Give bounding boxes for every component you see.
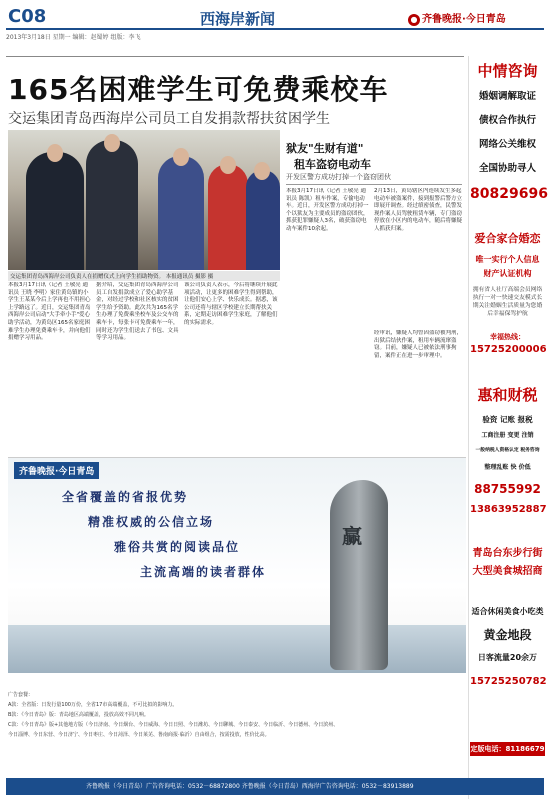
notes-line: 广告套餐： [8,692,34,698]
footer-bar: 齐鲁晚报（今日青岛）广告咨询电话：0532－68872800 齐鲁晚报（今日青岛）西海岸广告咨询电话：0532－83913889 [6,778,544,795]
notes-line: C款：《今日青岛》版+其他地方版（今日济南、今日烟台、今日威海、今日日照、今日潍坊、今日聊城、今日泰安、今日临沂、今日德州、今日滨州、 [8,722,339,728]
ad-title: 惠和财税 [477,386,538,404]
news-photo [8,130,280,270]
ad-line: 工商注册 变更 注销 [481,432,534,439]
notes-line: B款：《今日青岛》版：青岛地区高端覆盖，投放高效不同凡响。 [8,712,149,718]
ad-phone: 88755992 [474,482,541,496]
ad-phone: 80829696 [470,186,548,202]
ad-title: 中情咨询 [477,62,538,80]
brand-icon: ● [408,14,420,26]
rock-character: 赢 [342,524,362,548]
dateline: 2013年3月18日 星期一 编辑：赵蜀婷 组版：李飞 [6,34,141,41]
ad-slogan: 雅俗共赏的阅读品位 [114,540,241,554]
ad-slogan: 精准权威的公信立场 [88,515,215,529]
ad-phone: 15725200006 [470,344,547,355]
ad-phone: 13863952887 [470,504,547,515]
brand-text: 齐鲁晚报·今日青岛 [422,14,506,25]
divider [6,56,464,57]
main-story-col-1: 本报3月17日讯（记者 王敬亮 通讯员 王晓 李明）家住黄岛镇的小学生王某某今后上学再也不用担心上学路远了。近日，交运集团青岛西海岸公司启动"大手牵小手"爱心助学活动，为黄岛区165名家庭困难学生办理免费乘车卡，并向他们捐赠学习用品。 [8,282,91,342]
ad-phone: 15725250782 [470,676,547,687]
sea-image [8,625,466,673]
ad-title: 青岛台东步行街 [472,548,543,559]
side-story-subtitle: 开发区警方成功打掉一个盗窃团伙 [286,173,391,181]
side-story-col-1: 本报3月17日讯（记者 王敬亮 通讯员 陈凯）租车作案，专偷电动车。近日，开发区警方成功打掉一个以狱友为主要成员的盗窃团伙，抓获犯罪嫌疑人3名，破获盗窃电动车案件10余起。 [286,188,369,232]
side-story-title: 狱友"生财有道" [286,142,364,155]
ad-line: 债权合作执行 [478,115,536,126]
ad-notes [8,690,466,740]
ad-line: 财产认证机构 [483,269,532,278]
ad-line: 适合休闲美食小吃类 [471,607,544,616]
notes-line: 今日淄博、今日东营、今日济宁、今日枣庄、今日菏泽、今日莱芜、鲁南商报·临沂）自由组合，按需投放，性价比高。 [8,732,270,738]
ad-line: 验资 记账 报税 [482,415,533,424]
main-subheadline: 交运集团青岛西海岸公司员工自发捐款帮扶贫困学生 [8,111,330,127]
ad-line: 婚姻调解取证 [478,91,536,102]
rock-image [330,480,388,670]
side-story-col-3: 经审讯，嫌疑人均曾因盗窃被判刑，出狱后结伙作案，租用车辆流窜盗窃。目前，嫌疑人已被依法刑事拘留，案件正在进一步审理中。 [374,330,462,359]
photo-caption: 交运集团青岛西海岸公司负责人在捐赠仪式上向学生捐助物资。 本报通讯员 摄影 摄 [8,271,280,281]
ad-line: 黄金地段 [483,628,532,642]
ad-line: 日客流量20余万 [477,653,538,662]
ad-line: 网络公关维权 [478,139,536,150]
ad-text: 拥有省人社厅高端会员网络执行一对一快速交友模式长期关注婚姻生活质量为您婚后幸福保驾护航 [472,287,543,317]
ad-line: 全国协助寻人 [478,163,536,174]
side-story-title-2: 租车盗窃电动车 [294,158,371,171]
ad-logo: 齐鲁晚报·今日青岛 [14,462,99,479]
notes-line: A款：全省版：日发行量100万份，全省17市高端覆盖，不可比拟的影响力。 [8,702,178,708]
ad-title: 爱合家合婚恋 [474,232,541,245]
ad-slogan: 主流高端的读者群体 [140,565,267,579]
section-title: 西海岸新闻 [200,10,276,28]
side-story-col-2: 2月13日，黄岛辖区内连续发生多起电动车被盗案件，接到报警后警方立即展开调查。经过缜密侦查，民警发现作案人员驾驶租赁车辆，专门盗窃停放在小区内的电动车，随后将嫌疑人抓获归案。 [374,188,462,232]
main-story-col-2: 据介绍，交运集团青岛西海岸公司员工自发捐款成立了爱心助学基金，对经过学校和社区核实的贫困学生给予资助。此次共为165名学生办理了免费乘坐校车及公交车的乘车卡，每张卡可免费乘车一年，同时还为学生们送去了书包、文具等学习用品。 [96,282,179,342]
header-rule [6,28,544,30]
brand-logo [408,10,506,26]
main-story-col-3: 该公司负责人表示，今后将继续开展此项活动，让更多的困难学生得到帮助，让他们安心上学、快乐成长。据悉，该公司还将与辖区学校建立长期帮扶关系，定期走访困难学生家庭，了解他们的实际需求。 [184,282,278,326]
ad-hotline-label: 幸福热线： [490,333,525,341]
main-headline: 165名困难学生可免费乘校车 [8,73,389,106]
ad-line: 整理乱账 快 价低 [484,464,531,471]
ad-line: 唯一实行个人信息 [475,255,540,264]
ad-slogan: 全省覆盖的省报优势 [62,490,189,504]
ad-contact: 定版电话：81186679 [470,742,545,756]
page-number: C08 [8,6,47,27]
ad-title: 大型美食城招商 [472,566,543,577]
divider [286,184,462,185]
ad-line: 一般纳税人资格认定 税务咨询 [475,448,540,453]
